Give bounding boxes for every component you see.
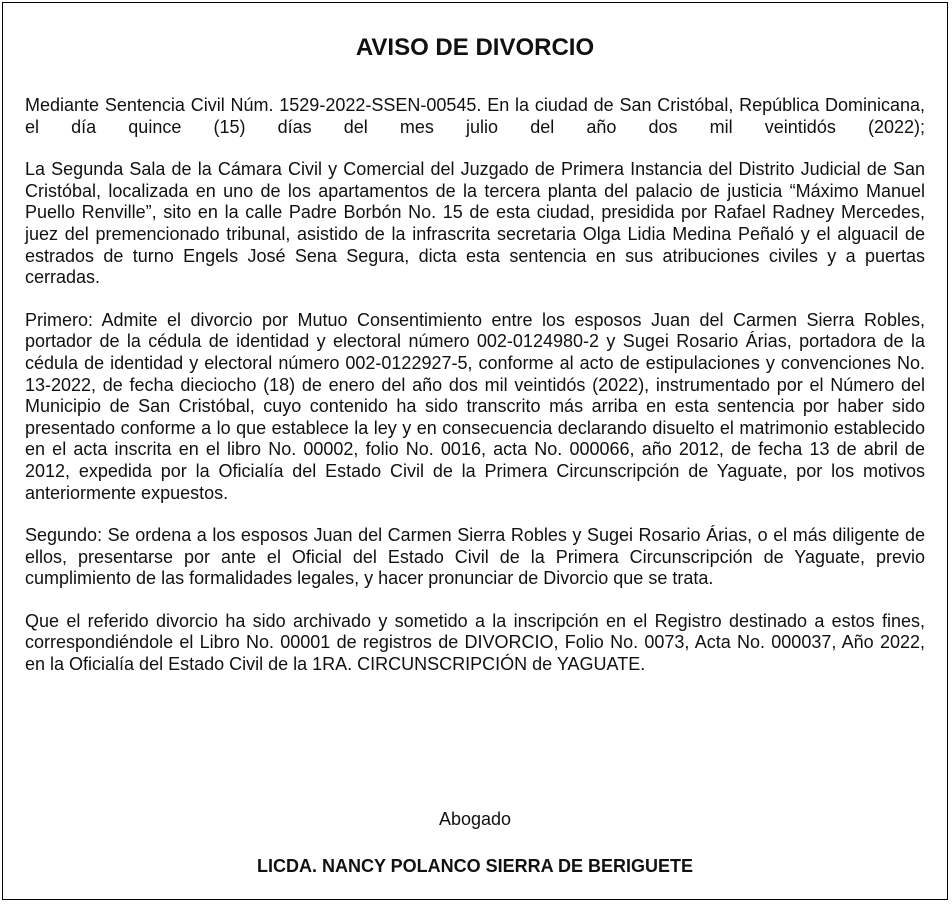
legal-notice: [2, 2, 948, 900]
paragraph-registro: Que el referido divorcio ha sido archivado y sometido a la inscripción en el Registro destinado a estos fines, correspondiéndole el Libro No. 00001 de registros de DIVORCIO, Folio No. 0073, Acta No. 000037, Año 2022, en la Oficialía del Estado Civil de la 1RA. CIRCUNSCRIPCIÓN de YAGUATE.: [25, 610, 925, 675]
notice-body: [25, 95, 925, 697]
signer-name: LICDA. NANCY POLANCO SIERRA DE BERIGUETE: [256, 856, 694, 876]
paragraph-segundo: Segundo: Se ordena a los esposos Juan del Carmen Sierra Robles y Sugei Rosario Árias, o el más diligente de ellos, presentarse por ante el Oficial del Estado Civil de la Primera Circunscripción de Yaguate, previo cumplimiento de las formalidades legales, y hacer pronunciar de Divorcio que se trata.: [25, 525, 925, 589]
signer-role: Abogado: [438, 809, 512, 829]
paragraph-court: La Segunda Sala de la Cámara Civil y Comercial del Juzgado de Primera Instancia del Distrito Judicial de San Cristóbal, localizada en uno de los apartamentos de la tercera planta del palacio de justicia “Máximo Manuel Puello Renville”, sito en la calle Padre Borbón No. 15 de esta ciudad, presidida por Rafael Radney Mercedes, juez del premencionado tribunal, asistido de la infrascrita secretaria Olga Lidia Medina Peñaló y el alguacil de estrados de turno Engels José Sena Segura, dicta esta sentencia en sus atribuciones civiles y a puertas cerradas.: [25, 159, 925, 288]
notice-title: AVISO DE DIVORCIO: [355, 34, 595, 61]
paragraph-primero: Primero: Admite el divorcio por Mutuo Consentimiento entre los esposos Juan del Carmen Sierra Robles, portador de la cédula de identidad y electoral número 002-0124980-2 y Sugei Rosario Árias, portadora de la cédula de identidad y electoral número 002-0122927-5, conforme al acto de estipulaciones y convenciones No. 13-2022, de fecha dieciocho (18) de enero del año dos mil veintidós (2022), instrumentado por el Número del Municipio de San Cristóbal, cuyo contenido ha sido transcrito más arriba en esta sentencia por haber sido presentado conforme a lo que establece la ley y en consecuencia declarando disuelto el matrimonio establecido en el acta inscrita en el libro No. 00002, folio No. 0016, acta No. 000066, año 2012, de fecha 13 de abril de 2012, expedida por la Oficialía del Estado Civil de la Primera Circunscripción de Yaguate, por los motivos anteriormente expuestos.: [25, 309, 925, 503]
paragraph-sentence-intro: Mediante Sentencia Civil Núm. 1529-2022-SSEN-00545. En la ciudad de San Cristóbal, República Dominicana, el día quince (15) días del mes julio del año dos mil veintidós (2022);: [25, 95, 925, 137]
